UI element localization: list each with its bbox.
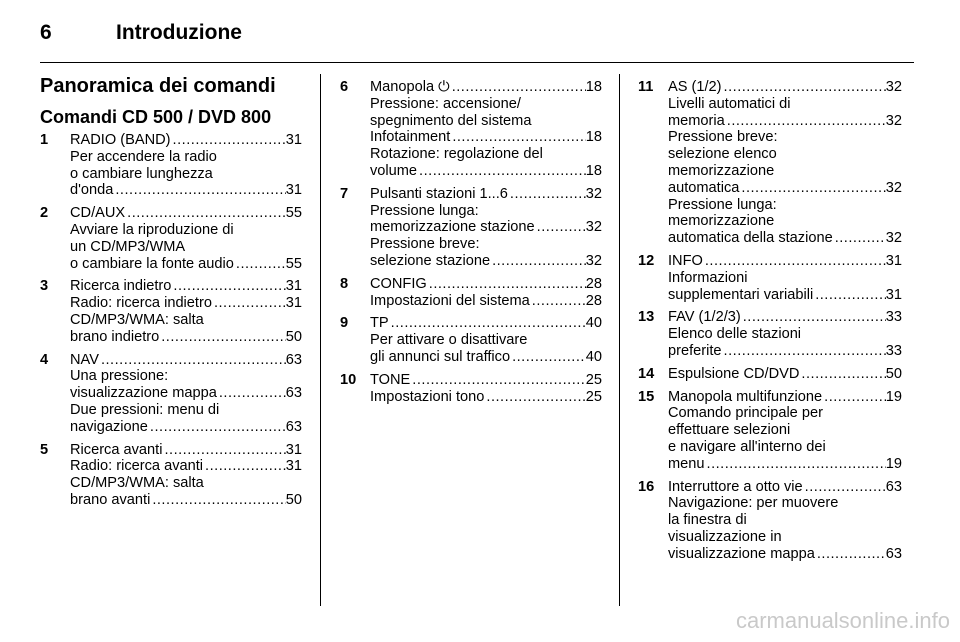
description-line: [668, 163, 902, 180]
page-header: [40, 18, 242, 48]
control-description: [370, 276, 602, 310]
page-reference: 63: [885, 478, 902, 495]
page-reference: 31: [285, 295, 302, 312]
control-entry: [638, 366, 902, 383]
control-number: 8: [340, 275, 349, 292]
control-number: 11: [638, 79, 654, 95]
control-entry: [638, 309, 902, 359]
line-text: Avviare la riproduzione di: [70, 221, 234, 238]
line-text: TONE: [370, 371, 411, 388]
control-description: [70, 132, 302, 199]
description-line: [668, 422, 902, 439]
control-number: 4: [40, 351, 49, 368]
description-line: [668, 230, 902, 247]
dot-leader: [739, 180, 885, 197]
line-text: Infotainment: [370, 129, 451, 146]
description-line: [668, 529, 902, 546]
page-reference: 32: [885, 230, 902, 247]
line-text: Manopola multifunzione: [668, 388, 823, 405]
description-line: [370, 163, 602, 180]
page-reference: 63: [285, 418, 302, 435]
line-text: CD/MP3/WMA: salta: [70, 475, 204, 492]
section-title: Panoramica dei comandi: [40, 75, 276, 97]
controls-column-3: [638, 79, 902, 569]
description-line: [70, 132, 302, 149]
description-line: [668, 79, 902, 96]
control-description: [70, 278, 302, 345]
line-text: CONFIG: [370, 275, 427, 292]
column-divider-2: [619, 74, 620, 606]
line-text: Radio: ricerca avanti: [70, 458, 204, 475]
line-text: Impostazioni tono: [370, 388, 485, 405]
description-line: [70, 385, 302, 402]
dot-leader: [813, 287, 886, 304]
line-text: la finestra di: [668, 512, 747, 529]
line-text: Una pressione:: [70, 368, 169, 385]
control-entry: [40, 352, 302, 436]
page-reference: 18: [585, 129, 602, 146]
control-entry: [40, 278, 302, 345]
line-text: Pulsanti stazioni 1...6: [370, 185, 508, 202]
control-description: [668, 309, 902, 359]
dot-leader: [159, 329, 286, 346]
description-line: [70, 278, 302, 295]
line-text: Pressione breve:: [668, 129, 778, 146]
description-line: [70, 256, 302, 273]
description-line: [668, 129, 902, 146]
line-text: o cambiare la fonte audio: [70, 255, 234, 272]
page-reference: 33: [885, 342, 902, 359]
dot-leader: [822, 389, 886, 406]
page-reference: 50: [285, 328, 302, 345]
control-description: [668, 253, 902, 303]
page-reference: 19: [885, 455, 902, 472]
description-line: [70, 222, 302, 239]
line-text: Navigazione: per muovere: [668, 495, 839, 512]
line-text: o cambiare lunghezza: [70, 165, 213, 182]
line-text: memoria: [668, 112, 725, 129]
dot-leader: [162, 442, 285, 459]
dot-leader: [171, 278, 285, 295]
description-line: [370, 372, 602, 389]
page-reference: 32: [885, 79, 902, 95]
description-line: [370, 236, 602, 253]
description-line: [668, 96, 902, 113]
line-text: Rotazione: regolazione del: [370, 146, 543, 163]
description-line: [668, 287, 902, 304]
control-entry: [638, 79, 902, 247]
line-text: RADIO (BAND): [70, 132, 171, 148]
dot-leader: [148, 419, 286, 436]
description-line: [668, 343, 902, 360]
control-description: [70, 442, 302, 509]
control-entry: [638, 479, 902, 563]
page-reference: 40: [585, 315, 602, 332]
line-text: Due pressioni: menu di: [70, 401, 220, 418]
dot-leader: [484, 389, 585, 406]
control-number: 3: [40, 278, 49, 295]
control-entry: [40, 205, 302, 272]
description-line: [370, 186, 602, 203]
control-entry: [340, 79, 602, 180]
line-text: FAV (1/2/3): [668, 309, 741, 326]
line-text: memorizzazione: [668, 162, 775, 179]
control-entry: [638, 389, 902, 473]
dot-leader: [217, 385, 286, 402]
description-line: [668, 405, 902, 422]
line-text: spegnimento del sistema: [370, 112, 532, 129]
description-line: [668, 309, 902, 326]
page-reference: 25: [585, 371, 602, 388]
line-text: Informazioni: [668, 269, 748, 286]
line-text: Pressione: accensione/: [370, 95, 521, 112]
dot-leader: [389, 315, 586, 332]
page-reference: 32: [585, 219, 602, 236]
line-text: CD/AUX: [70, 205, 126, 222]
description-line: [370, 79, 602, 96]
description-line: [668, 113, 902, 130]
line-text: memorizzazione stazione: [370, 219, 535, 236]
dot-leader: [833, 230, 886, 247]
line-text: visualizzazione mappa: [70, 385, 217, 402]
control-description: [70, 205, 302, 272]
description-line: [668, 270, 902, 287]
line-text: Ricerca indietro: [70, 278, 172, 295]
page-reference: 32: [585, 252, 602, 269]
dot-leader: [705, 456, 886, 473]
control-description: [370, 186, 602, 270]
control-number: 5: [40, 441, 49, 458]
line-text: menu: [668, 455, 705, 472]
control-number: 2: [40, 205, 49, 222]
line-text: Pressione breve:: [370, 236, 480, 253]
line-text: brano avanti: [70, 491, 151, 508]
control-entry: [340, 276, 602, 310]
dot-leader: [815, 546, 886, 563]
line-text: gli annunci sul traffico: [370, 348, 511, 365]
line-text: Livelli automatici di: [668, 95, 791, 112]
description-line: [70, 149, 302, 166]
description-line: [70, 402, 302, 419]
description-line: [370, 203, 602, 220]
page-reference: 32: [885, 112, 902, 129]
line-text: visualizzazione in: [668, 528, 782, 545]
description-line: [70, 475, 302, 492]
dot-leader: [203, 458, 286, 475]
description-line: [70, 352, 302, 369]
dot-leader: [535, 219, 586, 236]
description-line: [70, 205, 302, 222]
line-text: preferite: [668, 342, 722, 359]
line-text: un CD/MP3/WMA: [70, 238, 186, 255]
description-line: [70, 166, 302, 183]
line-text: TP: [370, 315, 389, 332]
dot-leader: [741, 309, 886, 326]
description-line: [668, 213, 902, 230]
control-entry: [340, 315, 602, 365]
dot-leader: [722, 343, 886, 360]
line-text: NAV: [70, 351, 99, 368]
dot-leader: [150, 492, 285, 509]
dot-leader: [99, 352, 286, 369]
dot-leader: [212, 295, 286, 312]
control-number: 14: [638, 365, 655, 382]
page-reference: 28: [585, 275, 602, 292]
control-number: 6: [340, 79, 349, 95]
page-reference: 31: [285, 458, 302, 475]
control-entry: [638, 253, 902, 303]
line-text: selezione elenco: [668, 146, 777, 163]
page-reference: 32: [585, 185, 602, 202]
dot-leader: [410, 372, 585, 389]
control-description: [370, 372, 602, 406]
dot-leader: [508, 186, 586, 203]
description-line: [668, 326, 902, 343]
page-reference: 19: [885, 388, 902, 405]
control-description: [668, 389, 902, 473]
control-number: 13: [638, 309, 655, 326]
line-text: d'onda: [70, 182, 114, 199]
control-number: 1: [40, 132, 49, 148]
page-reference: 31: [285, 132, 302, 148]
description-line: [668, 253, 902, 270]
control-description: [668, 366, 902, 383]
line-text: Interruttore a otto vie: [668, 478, 803, 495]
line-text: CD/MP3/WMA: salta: [70, 311, 204, 328]
description-line: [370, 315, 602, 332]
page-reference: 28: [585, 292, 602, 309]
line-text: INFO: [668, 252, 703, 269]
dot-leader: [722, 79, 886, 96]
description-line: [668, 512, 902, 529]
page-reference: 50: [885, 365, 902, 382]
description-line: [70, 295, 302, 312]
line-text: e navigare all'interno dei: [668, 438, 826, 455]
description-line: [370, 332, 602, 349]
dot-leader: [799, 366, 885, 383]
column-divider-1: [320, 74, 321, 606]
description-line: [70, 458, 302, 475]
description-line: [70, 239, 302, 256]
description-line: [668, 456, 902, 473]
subsection-title: Comandi CD 500 / DVD 800: [40, 107, 272, 127]
page-reference: 63: [885, 545, 902, 562]
description-line: [370, 146, 602, 163]
line-text: automatica della stazione: [668, 230, 833, 247]
dot-leader: [171, 132, 286, 149]
description-line: [668, 495, 902, 512]
description-line: [70, 368, 302, 385]
line-text: automatica: [668, 179, 740, 196]
description-line: [668, 366, 902, 383]
description-line: [70, 312, 302, 329]
dot-leader: [803, 479, 886, 496]
dot-leader: [417, 163, 586, 180]
dot-leader: [450, 79, 586, 96]
description-line: [668, 479, 902, 496]
line-text: Impostazioni del sistema: [370, 292, 530, 309]
line-text: navigazione: [70, 418, 148, 435]
page-reference: 40: [585, 348, 602, 365]
description-line: [370, 219, 602, 236]
line-text: Comando principale per: [668, 405, 823, 422]
line-text: supplementari variabili: [668, 286, 814, 303]
control-description: [668, 79, 902, 247]
control-number: 7: [340, 185, 349, 202]
line-text: memorizzazione: [668, 213, 775, 230]
page-reference: 63: [285, 385, 302, 402]
description-line: [370, 129, 602, 146]
page-reference: 31: [285, 182, 302, 199]
description-line: [668, 439, 902, 456]
line-text: selezione stazione: [370, 252, 491, 269]
description-line: [70, 492, 302, 509]
line-text: brano indietro: [70, 328, 160, 345]
line-text: Espulsione CD/DVD: [668, 365, 800, 382]
line-text: Ricerca avanti: [70, 441, 163, 458]
description-line: [370, 96, 602, 113]
page-reference: 32: [885, 179, 902, 196]
dot-leader: [113, 182, 285, 199]
description-line: [370, 253, 602, 270]
page-number: 6: [40, 21, 52, 44]
line-text: Pressione lunga:: [668, 196, 777, 213]
controls-column-2: [340, 79, 602, 411]
line-text: Pressione lunga:: [370, 202, 479, 219]
description-line: [668, 146, 902, 163]
description-line: [70, 442, 302, 459]
control-entry: [40, 132, 302, 199]
dot-leader: [510, 349, 586, 366]
description-line: [668, 546, 902, 563]
description-line: [370, 276, 602, 293]
page-reference: 55: [285, 255, 302, 272]
control-entry: [340, 186, 602, 270]
description-line: [70, 329, 302, 346]
line-text: Radio: ricerca indietro: [70, 295, 212, 312]
page-reference: 50: [285, 491, 302, 508]
description-line: [370, 389, 602, 406]
control-number: 16: [638, 478, 655, 495]
line-text: effettuare selezioni: [668, 422, 791, 439]
description-line: [70, 182, 302, 199]
line-text: Per attivare o disattivare: [370, 332, 528, 349]
dot-leader: [530, 293, 586, 310]
control-number: 9: [340, 315, 349, 332]
control-entry: [40, 442, 302, 509]
line-text: Elenco delle stazioni: [668, 326, 802, 343]
dot-leader: [427, 276, 586, 293]
page-reference: 18: [585, 79, 602, 95]
description-line: [370, 113, 602, 130]
page-reference: 31: [285, 278, 302, 295]
description-line: [668, 180, 902, 197]
control-number: 15: [638, 388, 655, 405]
control-description: [70, 352, 302, 436]
control-description: [668, 479, 902, 563]
controls-column-1: [40, 132, 302, 515]
line-text: volume: [370, 162, 418, 179]
control-number: 10: [340, 371, 357, 388]
description-line: [370, 293, 602, 310]
control-entry: [340, 372, 602, 406]
description-line: [370, 349, 602, 366]
dot-leader: [703, 253, 886, 270]
description-line: [668, 197, 902, 214]
watermark: carmanualsonline.info: [735, 608, 950, 633]
page-reference: 31: [885, 286, 902, 303]
chapter-title: Introduzione: [116, 21, 242, 44]
line-text: Manopola ⏻: [370, 79, 450, 95]
page-reference: 55: [285, 205, 302, 222]
dot-leader: [234, 256, 286, 273]
page-reference: 25: [585, 388, 602, 405]
dot-leader: [125, 205, 286, 222]
control-number: 12: [638, 252, 655, 269]
page-reference: 31: [285, 441, 302, 458]
line-text: visualizzazione mappa: [668, 545, 815, 562]
line-text: Per accendere la radio: [70, 148, 217, 165]
page-reference: 31: [885, 252, 902, 269]
control-description: [370, 79, 602, 180]
dot-leader: [725, 113, 886, 130]
page-reference: 33: [885, 309, 902, 326]
header-divider: [40, 62, 914, 63]
description-line: [70, 419, 302, 436]
dot-leader: [490, 253, 586, 270]
dot-leader: [450, 129, 585, 146]
control-description: [370, 315, 602, 365]
line-text: AS (1/2): [668, 79, 722, 95]
page-reference: 18: [585, 162, 602, 179]
description-line: [668, 389, 902, 406]
page-reference: 63: [285, 351, 302, 368]
